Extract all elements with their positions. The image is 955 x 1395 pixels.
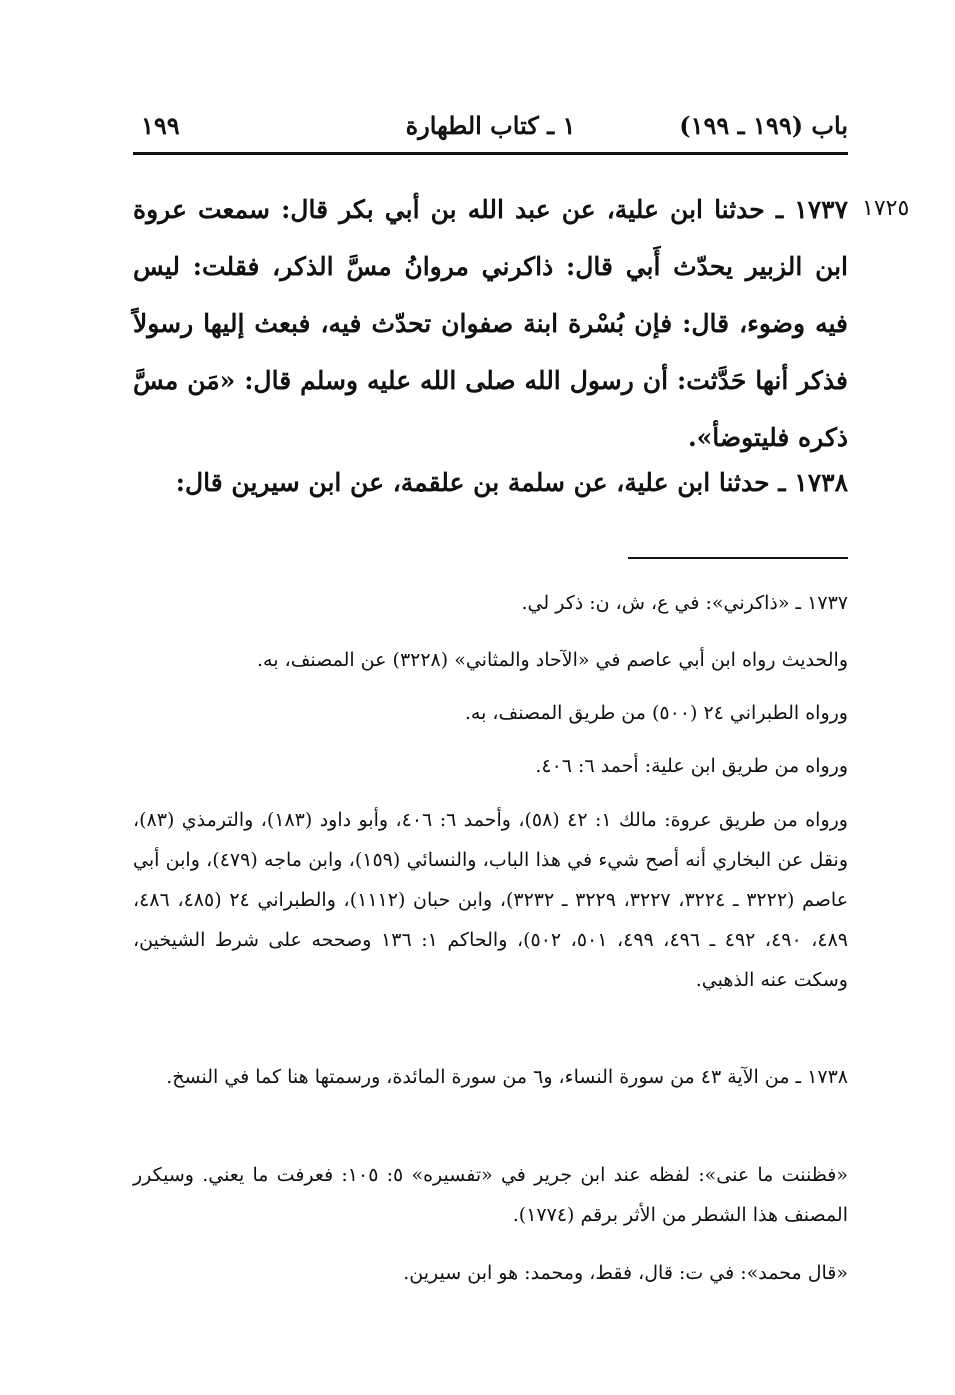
footnote: «فظننت ما عنى»: لفظه عند ابن جرير في «تفسيره» ٥: ١٠٥: فعرفت ما يعني. وسيكرر المصنف هذا الشطر من الأثر برقم (١٧٧٤).: [133, 1164, 848, 1226]
header-rule: [133, 152, 848, 155]
footnote: ١٧٣٨ ـ من الآية ٤٣ من سورة النساء، و٦ من سورة المائدة، ورسمتها هنا كما في النسخ.: [166, 1066, 848, 1088]
hadith-1738: ١٧٣٨ ـ حدثنا ابن علية، عن سلمة بن علقمة، عن ابن سيرين قال:: [175, 468, 848, 497]
book-title: ١ ـ كتاب الطهارة: [405, 111, 576, 140]
footnote: ورواه من طريق عروة: مالك ١: ٤٢ (٥٨)، وأحمد ٦: ٤٠٦، وأبو داود (١٨٣)، والترمذي (٨٣)، ونقل عن البخاري أنه أصح شيء في هذا الباب، والنسائي (١٥٩)، وابن ماجه (٤٧٩)، وابن أبي عاصم (٣٢٢٢ ـ ٣٢٢٤، ٣٢٢٧، ٣٢٢٩ ـ ٣٢٣٢)، وابن حبان (١١١٢)، والطبراني ٢٤ (٤٨٥، ٤٨٦، ٤٨٩، ٤٩٠، ٤٩٢ ـ ٤٩٦، ٤٩٩، ٥٠١، ٥٠٢)، والحاكم ١: ١٣٦ وصححه على شرط الشيخين، وسكت عنه الذهبي.: [133, 809, 849, 991]
chapter-range: باب (١٩٩ ـ ١٩٩): [679, 111, 848, 140]
footnote: «قال محمد»: في ت: قال، فقط، ومحمد: هو ابن سيرين.: [403, 1262, 848, 1284]
footnote: ورواه الطبراني ٢٤ (٥٠٠) من طريق المصنف، به.: [464, 702, 848, 724]
margin-reference-number: ١٧٢٥: [862, 196, 910, 221]
footnote-rule: [628, 557, 848, 559]
hadith-1737: ١٧٣٧ ـ حدثنا ابن علية، عن عبد الله بن أبي بكر قال: سمعت عروة ابن الزبير يحدّث أَبي قال: ذاكرني مروانُ مسَّ الذكر، فقلت: ليس فيه وضوء، قال: فإن بُسْرة ابنة صفوان تحدّث فيه، فبعث إليها رسولاً فذكر أنها حَدَّثت: أن رسول الله صلى الله عليه وسلم قال: «مَن مسَّ ذكره فليتوضأ».: [133, 195, 848, 452]
footnote: ١٧٣٧ ـ «ذاكرني»: في ع، ش، ن: ذكر لي.: [521, 592, 848, 614]
footnote: والحديث رواه ابن أبي عاصم في «الآحاد والمثاني» (٣٢٢٨) عن المصنف، به.: [257, 649, 848, 671]
page-number: ١٩٩: [141, 111, 180, 140]
running-header: [133, 105, 848, 149]
footnote: ورواه من طريق ابن علية: أحمد ٦: ٤٠٦.: [535, 755, 848, 777]
